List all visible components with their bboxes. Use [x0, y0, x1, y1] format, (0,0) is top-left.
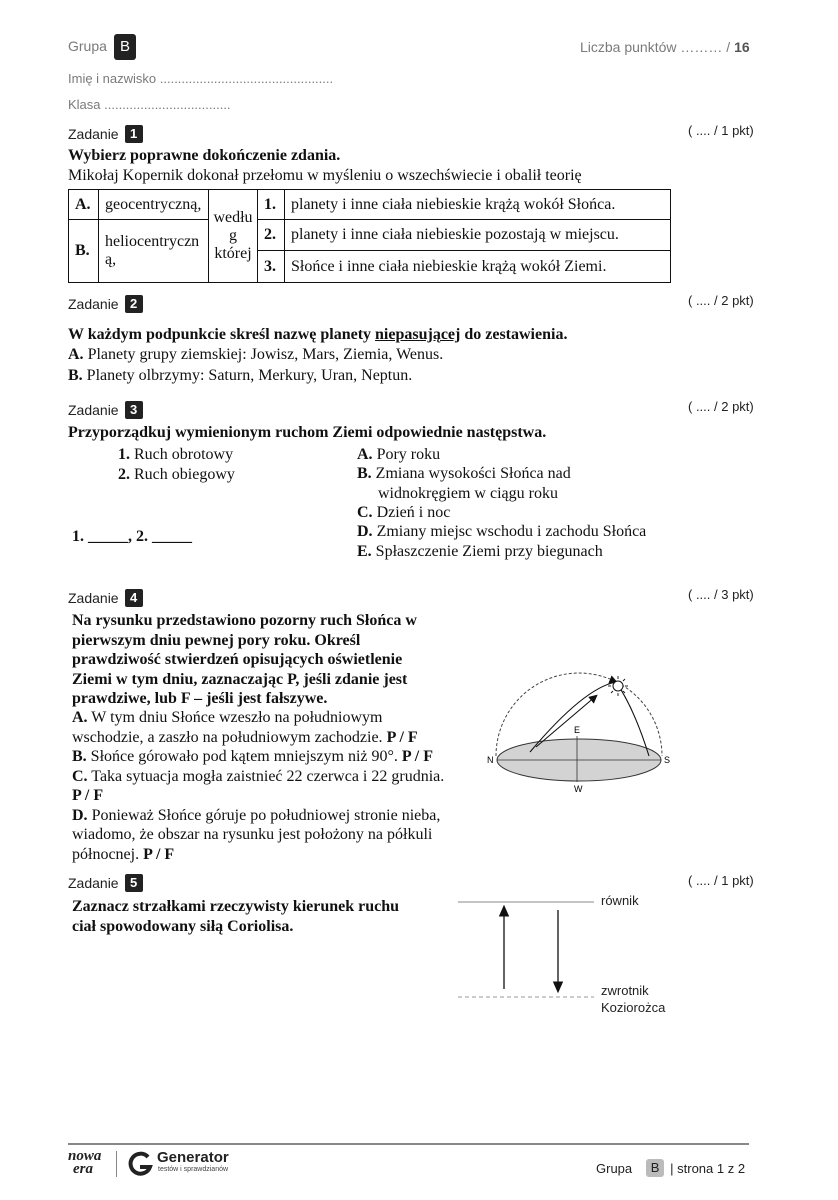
task-2-item-b-letter: B.: [68, 367, 83, 384]
option-b-line-2: ą,: [105, 251, 117, 268]
task-2-number: 2: [125, 295, 143, 313]
task-3-right-b-letter: B.: [357, 465, 372, 482]
option-b-line-1: heliocentryczn: [105, 233, 200, 250]
task-4-points: ( .... / 3 pkt): [688, 587, 754, 602]
task-3-left-2-text: Ruch obiegowy: [134, 466, 235, 483]
option-1-text[interactable]: planety i inne ciała niebieskie krążą wokół Słońca.: [285, 190, 671, 220]
task-3-left-1: [118, 445, 233, 465]
task-4-c-line: [72, 767, 492, 787]
task-3-right-a-text: Pory roku: [376, 446, 441, 463]
task-4-c-pf[interactable]: P / F: [72, 787, 104, 804]
option-3-text[interactable]: Słońce i inne ciała niebieskie krążą wokół Ziemi.: [285, 251, 671, 283]
task-4-d-line-3: [72, 845, 492, 865]
task-3-right-d-text: Zmiany miejsc wschodu i zachodu Słońca: [376, 523, 647, 540]
task-2-instruction-after: do zestawienia.: [460, 326, 568, 343]
task-4-d-text-3: północnej.: [72, 845, 140, 863]
task-5-instruction: [72, 897, 399, 937]
option-a-text[interactable]: geocentryczną,: [99, 190, 209, 220]
task-4-d-text-2: wiadomo, że obszar na rysunku jest położony na półkuli: [72, 826, 433, 843]
task-3-right-b: [357, 464, 571, 484]
diagram-label-n: N: [487, 755, 494, 765]
task-2-item-a[interactable]: [68, 345, 443, 365]
name-field[interactable]: Imię i nazwisko ................................................: [68, 71, 334, 86]
middle-line-1: wedłu: [213, 209, 253, 226]
task-1-points: ( .... / 1 pkt): [688, 123, 754, 138]
task-3-right-b-line-2: widnokręgiem w ciągu roku: [378, 485, 558, 502]
equator-label: równik: [601, 893, 639, 908]
option-b-text[interactable]: [99, 220, 209, 283]
task-2-item-b[interactable]: [68, 366, 412, 386]
logo-separator: [116, 1151, 117, 1177]
task-3-left-1-text: Ruch obrotowy: [134, 446, 234, 463]
task-4-d-line-1: [72, 806, 492, 826]
task-4-a-letter: A.: [72, 709, 88, 726]
nowa-era-logo: [68, 1150, 110, 1176]
task-1-number: 1: [125, 125, 143, 143]
footer-group-badge: B: [646, 1159, 664, 1177]
task-5-header: [68, 874, 143, 892]
task-3-number: 3: [125, 401, 143, 419]
footer-divider: [68, 1143, 749, 1145]
task-2-item-a-letter: A.: [68, 346, 84, 363]
tropic-label-line-2: Koziorożca: [601, 1000, 666, 1015]
footer-group-label: Grupa: [596, 1160, 633, 1176]
generator-subtitle: testów i sprawdzianów: [158, 1166, 229, 1173]
task-3-right-e-letter: E.: [357, 543, 372, 560]
sun-path-diagram: [484, 668, 680, 798]
task-3-left-2: [118, 465, 235, 485]
group-label: Grupa: [68, 38, 107, 54]
diagram-label-e: E: [574, 725, 581, 735]
task-1-header: [68, 125, 143, 143]
task-4-intro: [72, 611, 472, 709]
diagram-label-w: W: [574, 784, 583, 794]
task-3-right-c: [357, 503, 450, 523]
option-1-number[interactable]: 1.: [258, 190, 285, 220]
option-a-letter[interactable]: A.: [69, 190, 99, 220]
task-2-label: Zadanie: [68, 296, 119, 312]
task-2-item-b-text: Planety olbrzymy: Saturn, Merkury, Uran, Neptun.: [86, 367, 413, 384]
task-3-right-a-letter: A.: [357, 446, 373, 463]
task-1-table: [68, 189, 671, 283]
task-4-statements: [72, 708, 492, 864]
task-3-right-d: [357, 522, 646, 542]
task-4-header: [68, 589, 143, 607]
task-3-instruction: Przyporządkuj wymienionym ruchom Ziemi odpowiednie następstwa.: [68, 424, 547, 441]
task-1-sentence: Mikołaj Kopernik dokonał przełomu w myśleniu o wszechświecie i obalił teorię: [68, 167, 582, 184]
task-4-a-line-2: [72, 728, 492, 748]
task-2-instruction: [68, 325, 567, 345]
task-3-right-a: [357, 445, 440, 465]
task-3-right-c-text: Dzień i noc: [376, 504, 451, 521]
middle-line-2: g: [229, 227, 237, 244]
task-4-d-pf[interactable]: P / F: [143, 845, 175, 863]
option-3-number[interactable]: 3.: [258, 251, 285, 283]
sun-icon: [608, 676, 628, 696]
footer-page-info: [596, 1159, 745, 1177]
tropic-label: [601, 982, 665, 1016]
task-4-b-pf[interactable]: P / F: [401, 748, 434, 765]
task-5-number: 5: [125, 874, 143, 892]
points-label: Liczba punktów ……… /: [580, 39, 731, 55]
group-badge: B: [114, 34, 136, 60]
task-3-header: [68, 401, 143, 419]
task-5-label: Zadanie: [68, 875, 119, 891]
task-3-points: ( .... / 2 pkt): [688, 399, 754, 414]
task-4-d-letter: D.: [72, 806, 88, 824]
task-2-header: [68, 295, 143, 313]
generator-g-icon: [126, 1150, 154, 1178]
points-summary: [580, 39, 750, 55]
task-4-b-text: Słońce górowało pod kątem mniejszym niż 90°.: [90, 748, 398, 765]
task-1-label: Zadanie: [68, 126, 119, 142]
task-4-intro-line-3: prawdziwość stwierdzeń opisujących oświetlenie: [72, 651, 403, 668]
task-4-intro-line-2: pierwszym dniu pewnej pory roku. Określ: [72, 631, 361, 649]
task-4-a-text-1: W tym dniu Słońce wzeszło na południowym: [91, 709, 383, 726]
task-4-a-pf[interactable]: P / F: [386, 728, 418, 746]
task-3-answer-field[interactable]: 1. _____, 2. _____: [72, 528, 192, 545]
task-3-left-1-num: 1.: [118, 446, 130, 463]
task-4-c-text: Taka sytuacja mogła zaistnieć 22 czerwca i 22 grudnia.: [91, 767, 445, 785]
tropic-label-line-1: zwrotnik: [601, 983, 649, 998]
task-4-b-letter: B.: [72, 748, 87, 765]
task-3-label: Zadanie: [68, 402, 119, 418]
task-3-left-2-num: 2.: [118, 466, 130, 483]
class-field[interactable]: Klasa ...................................: [68, 97, 231, 112]
task-4-c-letter: C.: [72, 767, 88, 785]
brand-line-1: nowa: [68, 1148, 102, 1164]
option-b-letter[interactable]: B.: [69, 220, 99, 283]
option-2-text[interactable]: planety i inne ciała niebieskie pozostają w miejscu.: [285, 220, 671, 251]
task-4-b-line: [72, 747, 492, 767]
task-5-instruction-line-2: ciał spowodowany siłą Coriolisa.: [72, 918, 294, 935]
task-2-instruction-underlined: niepasującej: [375, 326, 461, 343]
task-2-item-a-text: Planety grupy ziemskiej: Jowisz, Mars, Ziemia, Wenus.: [87, 346, 444, 363]
task-2-instruction-before: W każdym podpunkcie skreśl nazwę planety: [68, 326, 376, 343]
middle-cell: [209, 190, 258, 283]
task-3-right-d-letter: D.: [357, 523, 373, 540]
task-4-number: 4: [125, 589, 143, 607]
task-5-points: ( .... / 1 pkt): [688, 873, 754, 888]
middle-line-3: której: [214, 245, 252, 262]
task-4-a-text-2: wschodzie, a zaszło na południowym zachodzie.: [72, 728, 383, 746]
diagram-label-s: S: [664, 755, 671, 765]
task-3-right-c-letter: C.: [357, 504, 373, 521]
task-4-d-text-1: Ponieważ Słońce góruje po południowej stronie nieba,: [91, 806, 441, 824]
task-1-instruction: Wybierz poprawne dokończenie zdania.: [68, 147, 341, 164]
task-3-right-e: [357, 542, 603, 562]
task-4-a-line-1: [72, 708, 492, 728]
task-2-points: ( .... / 2 pkt): [688, 293, 754, 308]
coriolis-diagram[interactable]: [458, 892, 600, 1002]
footer-page-number: | strona 1 z 2: [670, 1160, 746, 1176]
task-3-right-b-text-1: Zmiana wysokości Słońca nad: [375, 465, 571, 482]
points-total: 16: [734, 39, 750, 55]
option-2-number[interactable]: 2.: [258, 220, 285, 251]
task-4-label: Zadanie: [68, 590, 119, 606]
task-4-intro-line-1: Na rysunku przedstawiono pozorny ruch Słońca w: [72, 612, 417, 629]
task-4-d-line-2: [72, 825, 492, 845]
generator-title: Generator: [157, 1149, 229, 1166]
task-3-right-e-text: Spłaszczenie Ziemi przy biegunach: [375, 543, 603, 560]
brand-line-2: era: [73, 1161, 93, 1177]
task-5-instruction-line-1: Zaznacz strzałkami rzeczywisty kierunek ruchu: [72, 898, 400, 915]
task-4-c-pf-line: [72, 786, 492, 806]
task-4-intro-line-5: prawdziwe, lub F – jeśli jest fałszywe.: [72, 690, 328, 707]
task-4-intro-line-4: Ziemi w tym dniu, zaznaczając P, jeśli zdanie jest: [72, 670, 408, 688]
